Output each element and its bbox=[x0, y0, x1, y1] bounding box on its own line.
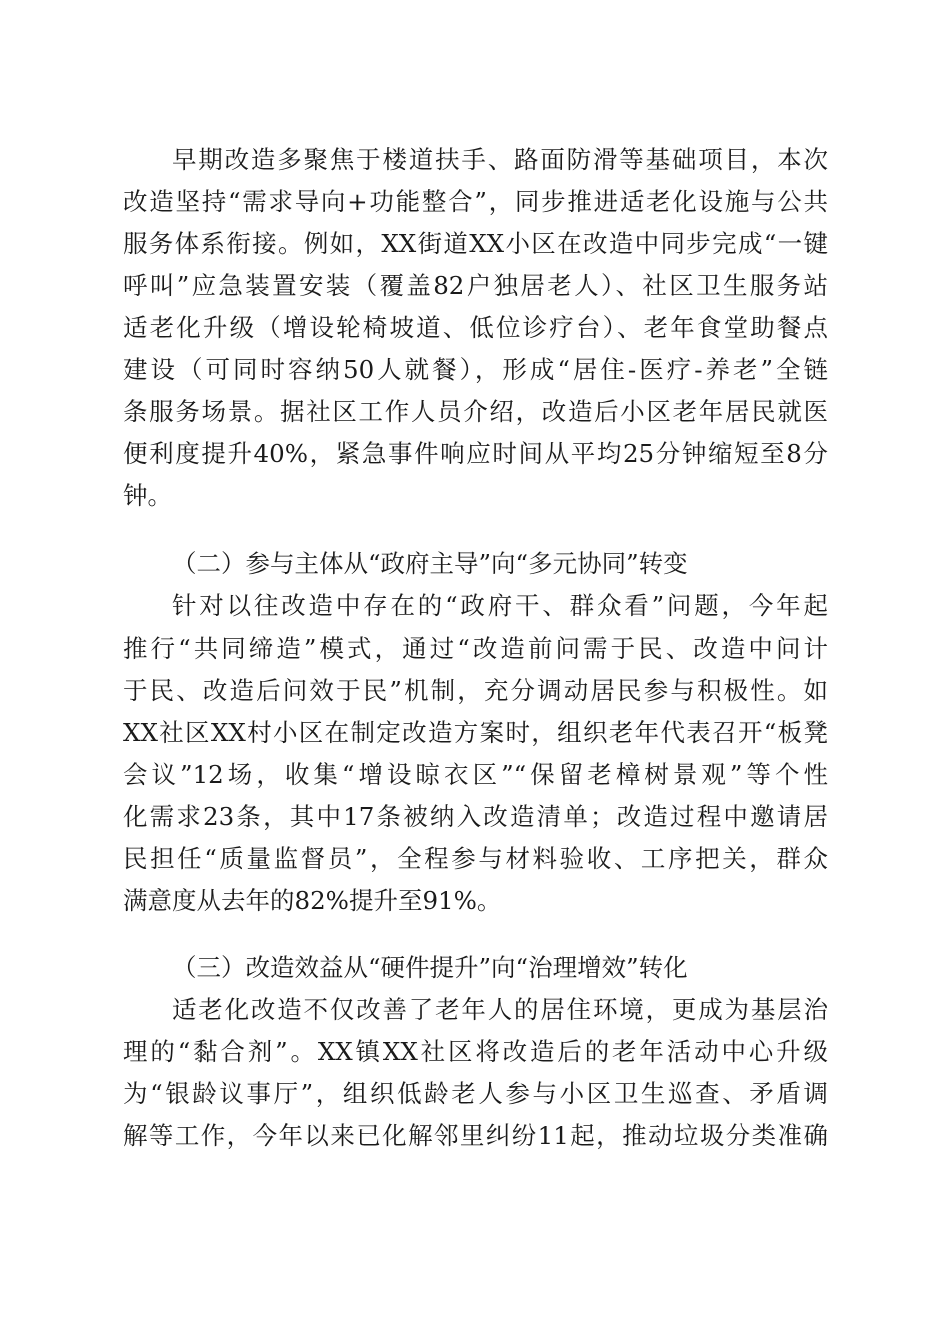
paragraph2-line-6: 化需求23条，其中17条被纳入改造清单；改造过程中邀请居 bbox=[123, 802, 828, 831]
paragraph3-line-3: 为“银龄议事厅”，组织低龄老人参与小区卫生巡查、矛盾调 bbox=[123, 1079, 828, 1108]
paragraph2-line-5: 会议”12场，收集“增设晾衣区”“保留老樟树景观”等个性 bbox=[123, 760, 828, 789]
paragraph1-line-1: 早期改造多聚焦于楼道扶手、路面防滑等基础项目，本次 bbox=[172, 145, 828, 174]
paragraph3-line-1: 适老化改造不仅改善了老年人的居住环境，更成为基层治 bbox=[172, 995, 828, 1024]
paragraph1-line-2: 改造坚持“需求导向+功能整合”，同步推进适老化设施与公共 bbox=[123, 187, 828, 216]
paragraph1-line-3: 服务体系衔接。例如，XX街道XX小区在改造中同步完成“一键 bbox=[123, 229, 828, 258]
paragraph3-line-4: 解等工作，今年以来已化解邻里纠纷11起，推动垃圾分类准确 bbox=[123, 1121, 828, 1150]
paragraph1-line-6: 建设（可同时容纳50人就餐），形成“居住-医疗-养老”全链 bbox=[123, 355, 828, 384]
section-heading-2: （二）参与主体从“政府主导”向“多元协同”转变 bbox=[172, 549, 688, 578]
paragraph1-line-4: 呼叫”应急装置安装（覆盖82户独居老人）、社区卫生服务站 bbox=[123, 271, 828, 300]
paragraph1-line-7: 条服务场景。据社区工作人员介绍，改造后小区老年居民就医 bbox=[123, 397, 828, 426]
paragraph2-line-4: XX社区XX村小区在制定改造方案时，组织老年代表召开“板凳 bbox=[123, 718, 828, 747]
section-heading-3: （三）改造效益从“硬件提升”向“治理增效”转化 bbox=[172, 953, 688, 982]
paragraph2-line-7: 民担任“质量监督员”，全程参与材料验收、工序把关，群众 bbox=[123, 844, 828, 873]
paragraph2-line-8: 满意度从去年的82%提升至91%。 bbox=[123, 886, 502, 915]
paragraph2-line-3: 于民、改造后问效于民”机制，充分调动居民参与积极性。如 bbox=[123, 676, 828, 705]
paragraph3-line-2: 理的“黏合剂”。XX镇XX社区将改造后的老年活动中心升级 bbox=[123, 1037, 828, 1066]
paragraph1-line-8: 便利度提升40%，紧急事件响应时间从平均25分钟缩短至8分 bbox=[123, 439, 828, 468]
paragraph1-line-5: 适老化升级（增设轮椅坡道、低位诊疗台）、老年食堂助餐点 bbox=[123, 313, 828, 342]
paragraph2-line-2: 推行“共同缔造”模式，通过“改造前问需于民、改造中问计 bbox=[123, 634, 828, 663]
paragraph2-line-1: 针对以往改造中存在的“政府干、群众看”问题，今年起 bbox=[172, 591, 828, 620]
paragraph1-line-9: 钟。 bbox=[123, 481, 172, 510]
